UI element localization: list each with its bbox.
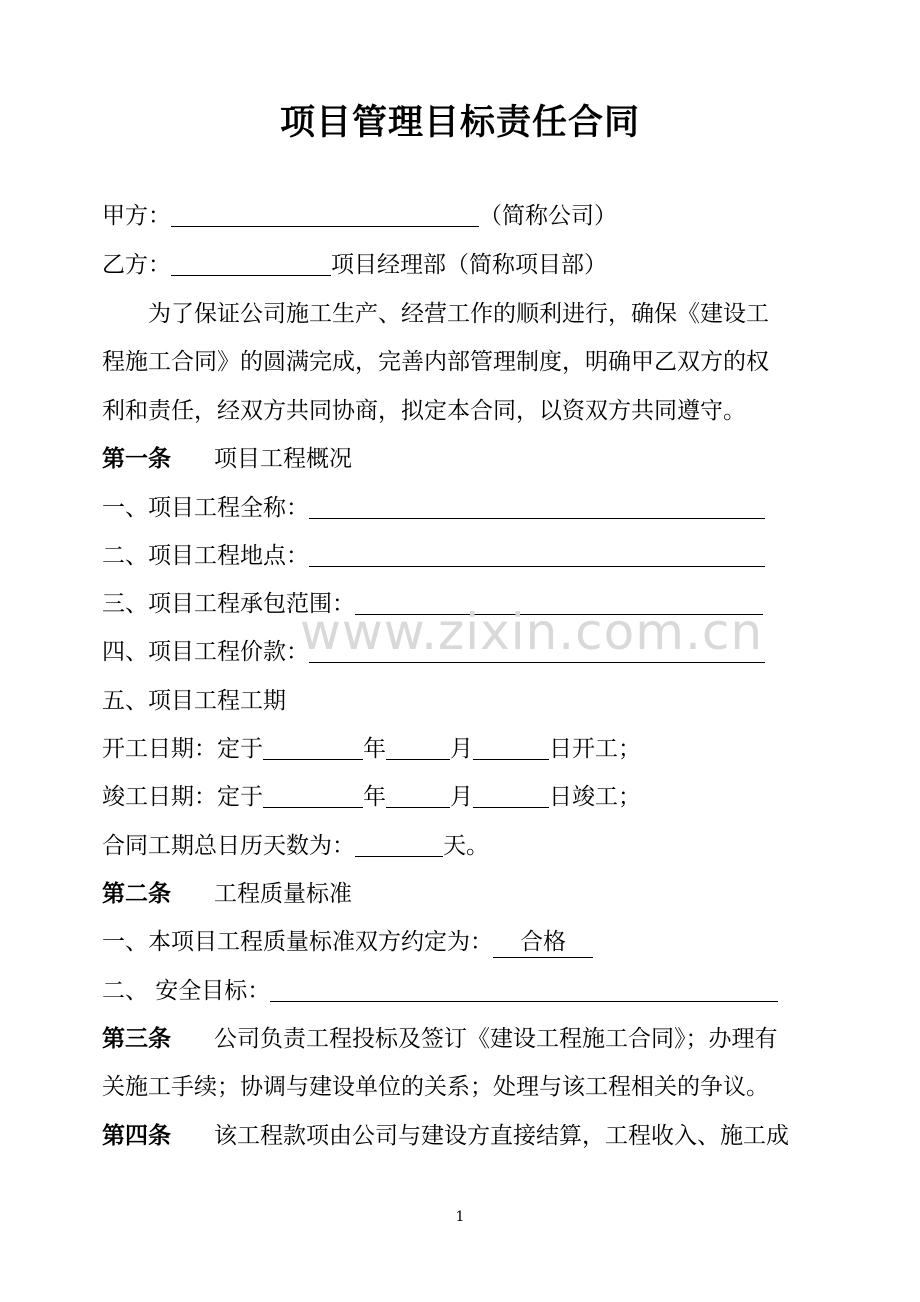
project-price-label: 四、项目工程价款： [102, 639, 309, 665]
end-date-label: 竣工日期：定于 [102, 784, 263, 810]
article-3-text-1: 公司负责工程投标及签订《建设工程施工合同》；办理有 [214, 1026, 778, 1052]
project-location-blank[interactable] [309, 540, 765, 567]
end-date-line [102, 779, 641, 815]
page-number: 1 [455, 1209, 465, 1225]
party-a-blank[interactable] [171, 200, 479, 227]
article-4-text-1: 该工程款项由公司与建设方直接结算，工程收入、施工成 [214, 1123, 789, 1149]
duration-line [102, 828, 489, 864]
safety-line [102, 973, 778, 1009]
project-location-label: 二、项目工程地点： [102, 543, 309, 569]
end-month-blank[interactable] [386, 781, 450, 808]
end-day-blank[interactable] [473, 781, 549, 808]
start-day-unit: 日开工； [549, 736, 641, 762]
end-year-blank[interactable] [263, 781, 363, 808]
article-1-number: 第一条 [102, 446, 171, 472]
article-2-heading [102, 876, 352, 912]
start-day-blank[interactable] [473, 733, 549, 760]
article-3-number: 第三条 [102, 1026, 171, 1052]
article-2-number: 第二条 [102, 881, 171, 907]
project-name-label: 一、项目工程全称： [102, 495, 309, 521]
party-a-label: 甲方： [102, 203, 171, 229]
party-a-line [102, 198, 617, 234]
article-1-title: 项目工程概况 [214, 446, 352, 472]
quality-line [102, 924, 593, 960]
end-month-unit: 月 [450, 784, 473, 810]
end-year-unit: 年 [363, 784, 386, 810]
project-name-line [102, 490, 765, 526]
project-name-blank[interactable] [309, 492, 765, 519]
duration-label: 合同工期总日历天数为： [102, 833, 355, 859]
quality-label: 一、本项目工程质量标准双方约定为： [102, 929, 493, 955]
project-period-line: 五、项目工程工期 [102, 688, 286, 714]
article-3-line-2: 关施工手续；协调与建设单位的关系；处理与该工程相关的争议。 [102, 1074, 769, 1100]
party-b-label: 乙方： [102, 252, 171, 278]
intro-line-1: 为了保证公司施工生产、经营工作的顺利进行，确保《建设工 [148, 301, 769, 327]
start-month-blank[interactable] [386, 733, 450, 760]
article-1-heading [102, 441, 352, 477]
project-location-line [102, 538, 765, 574]
article-4-number: 第四条 [102, 1123, 171, 1149]
watermark-text: www.zixin.com.cn [300, 603, 764, 661]
duration-blank[interactable] [355, 830, 443, 857]
duration-unit: 天。 [443, 833, 489, 859]
end-day-unit: 日竣工； [549, 784, 641, 810]
start-month-unit: 月 [450, 736, 473, 762]
document-title: 项目管理目标责任合同 [279, 103, 640, 143]
party-b-suffix: 项目经理部（简称项目部） [331, 252, 607, 278]
safety-blank[interactable] [270, 975, 778, 1002]
start-year-unit: 年 [363, 736, 386, 762]
intro-line-3: 利和责任，经双方共同协商，拟定本合同，以资双方共同遵守。 [102, 398, 746, 424]
start-date-label: 开工日期：定于 [102, 736, 263, 762]
party-b-blank[interactable] [171, 249, 331, 276]
quality-value[interactable]: 合格 [493, 927, 593, 958]
article-3-line-1 [102, 1021, 778, 1057]
start-year-blank[interactable] [263, 733, 363, 760]
start-date-line [102, 731, 641, 767]
article-4-line-1 [102, 1118, 789, 1154]
safety-label: 二、 安全目标： [102, 978, 271, 1004]
intro-line-2: 程施工合同》的圆满完成，完善内部管理制度，明确甲乙双方的权 [102, 349, 769, 375]
article-2-title: 工程质量标准 [214, 881, 352, 907]
party-a-suffix: （简称公司） [479, 203, 617, 229]
party-b-line [102, 247, 607, 283]
project-scope-label: 三、项目工程承包范围： [102, 591, 355, 617]
